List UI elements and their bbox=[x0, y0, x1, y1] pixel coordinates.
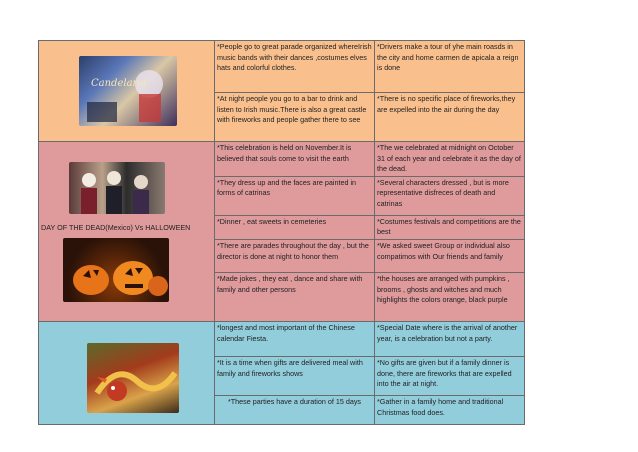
section-label-dead-vs-halloween: DAY OF THE DEAD(Mexico) Vs HALLOWEEN bbox=[41, 223, 191, 233]
table-cell: *It is a time when gifts are delivered meal with family and fireworks shows bbox=[215, 356, 375, 395]
table-cell: *There is no specific place of fireworks,they are expelled into the air during the day bbox=[375, 93, 525, 142]
table-cell: *Gather in a family home and traditional Christmas food does. bbox=[375, 395, 525, 424]
table-row bbox=[39, 142, 525, 177]
table-cell: *We asked sweet Group or individual also compatimos with Our friends and family bbox=[375, 239, 525, 272]
chinese-image-cell bbox=[39, 321, 215, 424]
table-cell: *No gifts are given but if a family dinner is done, there are fireworks that are expelled into the air at night. bbox=[375, 356, 525, 395]
table-row bbox=[39, 321, 525, 356]
candelaria-image-cell bbox=[39, 41, 215, 142]
table-cell: *Made jokes , they eat , dance and share with family and other persons bbox=[215, 272, 375, 321]
table-cell: *longest and most important of the Chinese calendar Fiesta. bbox=[215, 321, 375, 356]
table-cell: *The we celebrated at midnight on October 31 of each year and celebrate it as the day of the dead. bbox=[375, 142, 525, 177]
table-row bbox=[39, 41, 525, 93]
table-cell: *This celebration is held on November.It is believed that souls come to visit the earth bbox=[215, 142, 375, 177]
table-cell: *Costumes festivals and competitions are the best bbox=[375, 215, 525, 239]
dragon-illustration bbox=[87, 343, 179, 413]
candelaria-illustration bbox=[79, 56, 177, 126]
table-cell: *These parties have a duration of 15 days bbox=[215, 395, 375, 424]
table-cell: *Several characters dressed , but is more representative disfreces of death and catrinas bbox=[375, 176, 525, 215]
comparison-table bbox=[38, 40, 525, 425]
table-cell: *Drivers make a tour of yhe main roasds in the city and home carmen de apicala a reign is done bbox=[375, 41, 525, 93]
candelaria-logo-text: Candelaria bbox=[91, 77, 147, 89]
table-cell: *People go to great parade organized whereIrish music bands with their dances ,costumes elves hats and colorful clothes. bbox=[215, 41, 375, 93]
table-cell: *At night people you go to a bar to drink and listen to Irish music.There is also a great castle with fireworks and people gather there to see bbox=[215, 93, 375, 142]
table-cell: *Dinner , eat sweets in cemeteries bbox=[215, 215, 375, 239]
table-cell: *They dress up and the faces are painted in forms of catrinas bbox=[215, 176, 375, 215]
halloween-pumpkins-photo bbox=[63, 238, 169, 302]
table-cell: *There are parades throughout the day , but the director is done at night to honor them bbox=[215, 239, 375, 272]
comparison-sheet bbox=[38, 40, 524, 425]
chinese-dragon-photo bbox=[87, 343, 179, 413]
table-cell: *Special Date where is the arrival of another year, is a celebration but not a party. bbox=[375, 321, 525, 356]
table-cell: *the houses are arranged with pumpkins , brooms , ghosts and witches and much highlights the colors orange, black purple bbox=[375, 272, 525, 321]
catrinas-illustration bbox=[69, 162, 165, 214]
day-of-dead-photo bbox=[69, 162, 165, 214]
pumpkins-illustration bbox=[63, 238, 169, 302]
candelaria-photo bbox=[79, 56, 177, 126]
dead-image-cell bbox=[39, 142, 215, 322]
